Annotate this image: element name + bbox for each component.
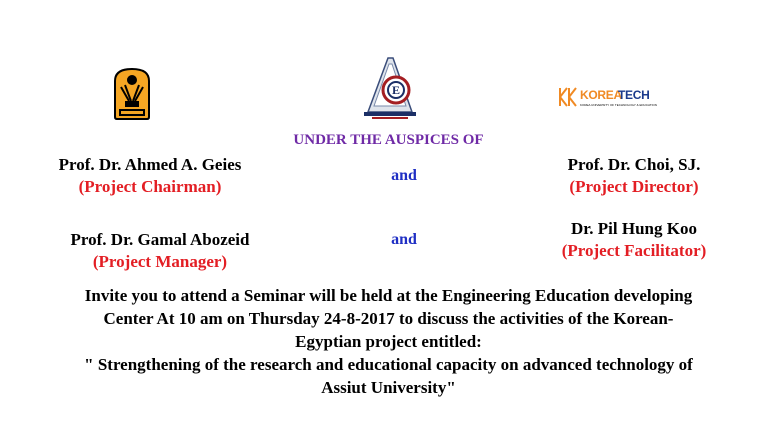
engineering-education-center-logo <box>360 56 420 120</box>
director-role: (Project Director) <box>569 177 699 196</box>
university-seal-icon <box>113 67 151 121</box>
manager-role: (Project Manager) <box>92 252 228 271</box>
invitation-line: Invite you to attend a Seminar will be held at the Engineering Education developing <box>84 286 693 305</box>
director-name: Prof. Dr. Choi, SJ. <box>567 155 701 174</box>
svg-text:TECH: TECH <box>618 88 650 102</box>
svg-text:KOREA UNIVERSITY OF TECHNOLOGY: KOREA UNIVERSITY OF TECHNOLOGY & EDUCATION <box>580 103 657 107</box>
project-title-line: " Strengthening of the research and educational capacity on advanced technology of <box>84 355 693 374</box>
assiut-university-logo <box>113 67 151 121</box>
chairman-name: Prof. Dr. Ahmed A. Geies <box>58 155 242 174</box>
and-connector-1: and <box>391 167 417 184</box>
eec-emblem-icon <box>360 56 420 120</box>
auspices-heading: UNDER THE AUSPICES OF <box>293 132 484 148</box>
invitation-line: Egyptian project entitled: <box>295 332 482 351</box>
invitation-line: Center At 10 am on Thursday 24-8-2017 to discuss the activities of the Korean- <box>103 309 674 328</box>
koreatech-logo <box>556 84 657 112</box>
facilitator-name: Dr. Pil Hung Koo <box>571 219 697 238</box>
invitation-text <box>30 284 747 399</box>
project-title-line: Assiut University" <box>321 378 456 397</box>
svg-text:E: E <box>391 83 401 97</box>
manager-name: Prof. Dr. Gamal Abozeid <box>70 230 250 249</box>
and-connector-2: and <box>391 231 417 248</box>
facilitator-role: (Project Facilitator) <box>561 241 707 260</box>
svg-text:KOREA: KOREA <box>580 88 622 102</box>
koreatech-emblem-icon <box>556 84 657 112</box>
chairman-role: (Project Chairman) <box>78 177 222 196</box>
